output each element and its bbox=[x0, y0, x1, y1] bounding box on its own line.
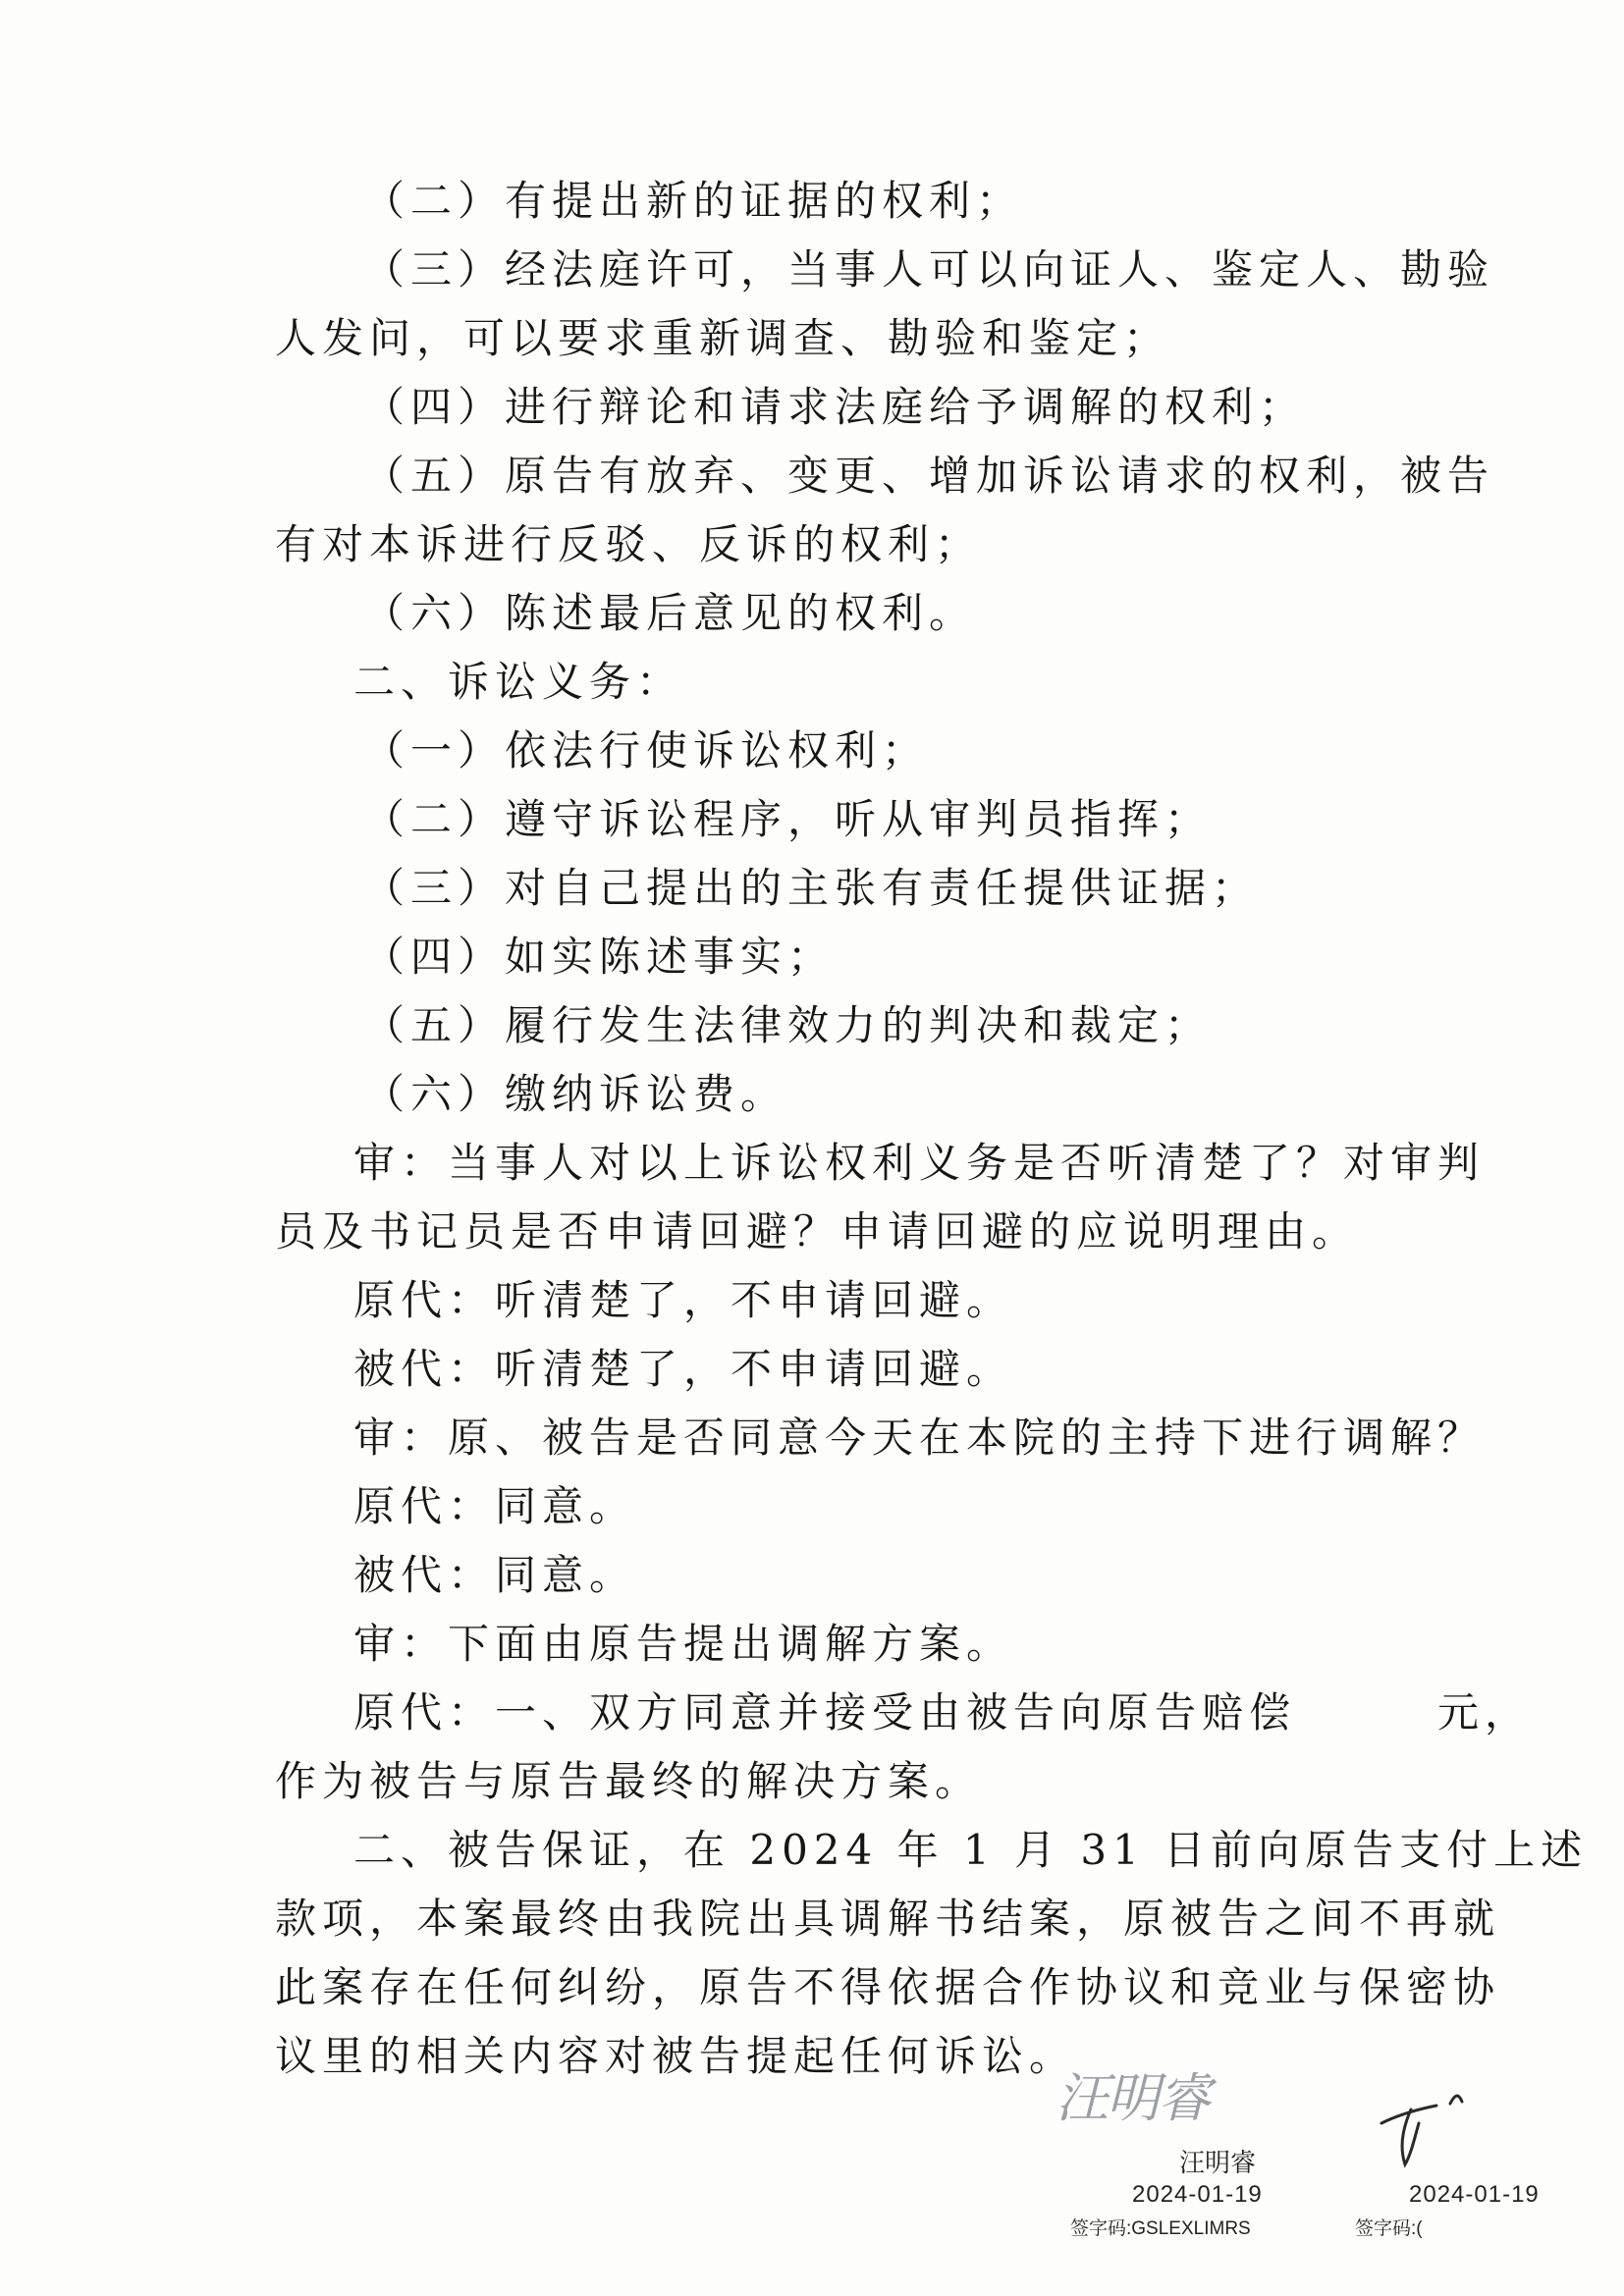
text-line: （六）缴纳诉讼费。 bbox=[363, 1070, 788, 1118]
text-line: 原代：听清楚了，不申请回避。 bbox=[353, 1276, 1014, 1324]
text-line: （二）遵守诉讼程序，听从审判员指挥； bbox=[363, 795, 1213, 843]
text-line: 人发问，可以要求重新调查、勘验和鉴定； bbox=[275, 314, 1171, 362]
text-line: 有对本诉进行反驳、反诉的权利； bbox=[275, 520, 983, 568]
signer-name-text: 汪明睿 bbox=[1178, 2148, 1256, 2177]
text-line: 审：当事人对以上诉讼权利义务是否听清楚了？对审判 bbox=[353, 1139, 1486, 1187]
text-line: （六）陈述最后意见的权利。 bbox=[363, 589, 977, 637]
text-line: 员及书记员是否申请回避？申请回避的应说明理由。 bbox=[275, 1207, 1360, 1255]
sign-code-right: 签字码:( bbox=[1355, 2218, 1423, 2239]
text-line: （一）依法行使诉讼权利； bbox=[363, 726, 930, 774]
text-line: （五）原告有放弃、变更、增加诉讼请求的权利，被告 bbox=[363, 452, 1495, 500]
text-line: （二）有提出新的证据的权利； bbox=[363, 177, 1024, 225]
text-line: （五）履行发生法律效力的判决和裁定； bbox=[363, 1001, 1213, 1049]
text-line: 议里的相关内容对被告提起任何诉讼。 bbox=[275, 2032, 1077, 2080]
transcript-body bbox=[275, 167, 1589, 2091]
text-line: 二、诉讼义务： bbox=[353, 658, 684, 706]
signature-left bbox=[1056, 2056, 1209, 2132]
text-line: 款项，本案最终由我院出具调解书结案，原被告之间不再就 bbox=[275, 1895, 1501, 1943]
handwritten-signature: 汪明睿 bbox=[1056, 2067, 1209, 2129]
text-line: 审：原、被告是否同意今天在本院的主持下进行调解？ bbox=[353, 1414, 1486, 1462]
sign-date-left: 2024-01-19 bbox=[1132, 2181, 1263, 2208]
text-line: （三）经法庭许可，当事人可以向证人、鉴定人、勘验 bbox=[363, 245, 1495, 294]
text-line: 此案存在任何纠纷，原告不得依据合作协议和竞业与保密协 bbox=[275, 1963, 1501, 2011]
text-line: 二、被告保证，在 2024 年 1 月 31 日前向原告支付上述 bbox=[353, 1826, 1589, 1874]
text-line: 作为被告与原告最终的解决方案。 bbox=[275, 1757, 983, 1805]
text-line: 审：下面由原告提出调解方案。 bbox=[353, 1620, 1014, 1668]
text-line: 原代：一、双方同意并接受由被告向原告赔偿 元， bbox=[353, 1688, 1533, 1736]
handwritten-signature-right bbox=[1360, 2066, 1488, 2184]
text-line: （三）对自己提出的主张有责任提供证据； bbox=[363, 864, 1260, 912]
text-line: 被代：听清楚了，不申请回避。 bbox=[353, 1345, 1014, 1393]
sign-date-right: 2024-01-19 bbox=[1409, 2181, 1540, 2208]
text-line: （四）进行辩论和请求法庭给予调解的权利； bbox=[363, 383, 1307, 431]
sign-code-left: 签字码:GSLEXLIMRS bbox=[1070, 2218, 1251, 2239]
text-line: 原代：同意。 bbox=[353, 1482, 637, 1530]
signer-name bbox=[1139, 2143, 1296, 2179]
text-line: （四）如实陈述事实； bbox=[363, 933, 836, 981]
text-line: 被代：同意。 bbox=[353, 1551, 637, 1599]
